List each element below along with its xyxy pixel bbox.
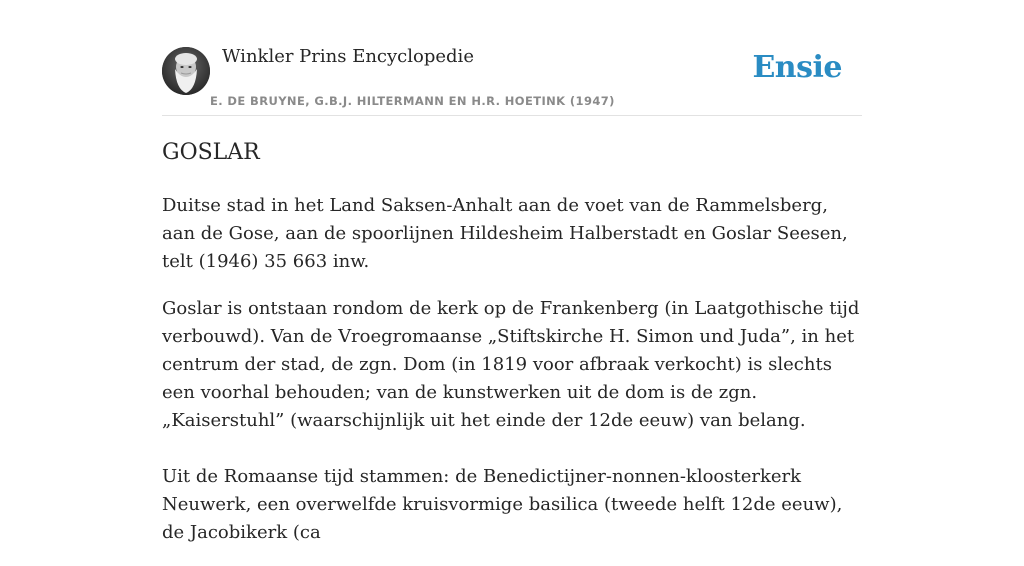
source-title[interactable]: Winkler Prins Encyclopedie [222, 46, 474, 67]
source-header [162, 0, 862, 116]
page-container [162, 0, 862, 543]
article-title: GOSLAR [162, 140, 260, 165]
source-authors: E. DE BRUYNE, G.B.J. HILTERMANN EN H.R. HOETINK (1947) [210, 94, 615, 108]
author-portrait-icon [162, 47, 210, 95]
article-paragraph: Duitse stad in het Land Saksen-Anhalt aan de voet van de Rammelsberg, aan de Gose, aan de spoorlijnen Hildesheim Halberstadt en Goslar Seesen, telt (1946) 35 663 inw. [162, 195, 848, 272]
article-body [162, 192, 862, 566]
author-avatar[interactable] [162, 47, 210, 95]
ensie-logo[interactable]: Ensie [752, 50, 842, 85]
article-paragraph: Goslar is ontstaan rondom de kerk op de Frankenberg (in Laatgothische tijd verbouwd). Van de Vroegromaanse „Stiftskirche H. Simon und Juda”, in het centrum der stad, de zgn. Dom (in 1819 voor afbraak verkocht) is slechts een voorhal behouden; van de kunstwerken uit de dom is de zgn. „Kaiserstuhl” (waarschijnlijk uit het einde der 12de eeuw) van belang. [162, 298, 860, 431]
article-paragraph: Uit de Romaanse tijd stammen: de Benedictijner-nonnen-kloosterkerk Neuwerk, een overwelfde kruisvormige basilica (tweede helft 12de eeuw), de Jacobikerk (ca [162, 466, 843, 543]
